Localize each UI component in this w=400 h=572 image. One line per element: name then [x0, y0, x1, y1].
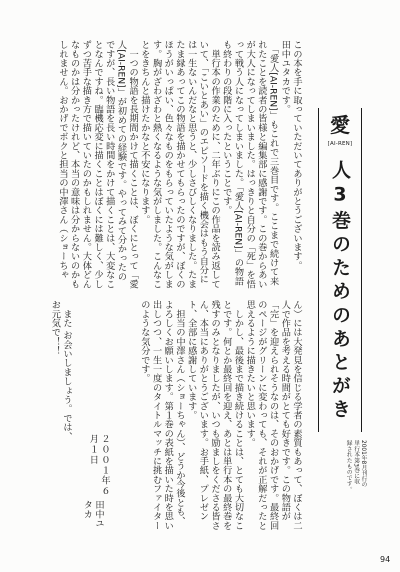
- signature-name: 田中ユタカ: [81, 499, 104, 528]
- afterword-paragraph: この本を手に取っていただいてありがとうございます。: [291, 40, 302, 270]
- page-number: 94: [380, 555, 391, 564]
- publication-note: [342, 440, 366, 508]
- afterword-lower-tier: [136, 300, 302, 532]
- afterword-paragraph: 田中ユタカです。: [279, 40, 291, 114]
- title-rest: 人3巻のためのあとがき: [329, 160, 351, 423]
- afterword-paragraph: しかし、最後まで描き続けることは、とても大切なことです。何とか最終回を迎え、あとは単行本の最終巻を残すのみとなりましたが、いつも励ましをくださる皆さん、本当にありがとうございます。お手紙、プレゼント、全部に感謝しています。: [185, 300, 244, 530]
- afterword-upper-tier: [54, 40, 302, 290]
- afterword-title-box: [318, 108, 362, 432]
- farewell-line: また お会いしましょう。では、お元気で！！: [49, 300, 72, 441]
- afterword-paragraph: 「愛人[AI-REN]」もこれで三巻目です。ここまで続けて来れたことを読者の皆様と編集部に感謝です。この巻からあいが大人になってしまいました。はっきりと自分の「死」を悟って戦う人になってしまいました。「愛人[AI-REN]」の物語も終わりの段階に入ったということです。: [220, 40, 279, 289]
- title-first-char: 愛: [330, 113, 350, 137]
- afterword-paragraph: 一つの物語を長期間かけて描くことは、ぼくにとって「愛人[AI-REN]」が初めての経験です。やってみて分かったのですが、長い物語を長い時間をかけて描くことは、大変なことなんですね。臨機応変に描くことはぼくには難しく、少しずつ苦手な描き方で描いていたのかもしれません。大体どんなものかは分かったけれど、本当の意味は分からないのかもしれません。おかげでボクと担当の中澤さん（ショーちゃ: [56, 40, 139, 289]
- note-line: 録されたものです。: [345, 440, 352, 493]
- note-line: 単行本第3巻に収: [352, 440, 359, 485]
- afterword-paragraph: ん）には大発見を信じる学者の素質もあって、ぼくは二人で作品を考える時間がとても好きです。この物語が「完」を迎えられそうなのは、そのおかげです。最終回のページがグリーンに変わっても、それが正解だったと思えるように描きたいと思います。: [244, 300, 302, 530]
- signature: [81, 434, 110, 532]
- signature-date: ２００１年６月１日: [87, 434, 110, 497]
- note-line: 2001年8月刊行の: [360, 440, 366, 488]
- afterword-paragraph: 単行本の作業のために、二年ぶりにこの作品を読み返していて、「こいとあい」のエピソードを描く機会はもう自分には一生ないんだなと思うと、少しさびしくなりました。たまたま縁あってこの物語を描かせてもらったのですが、ぼくのほうがいっぱい、色々なものをもらっていたような気がします。胸がざわざわと熱くなるような気がしました。こんなことをきちんと描けたかなと不安になります。: [138, 40, 221, 289]
- title-ruby-tag: [AI-REN]: [327, 141, 353, 147]
- afterword-paragraph: 担当の中澤さん（ショーちゃん）、どうか今後とも、よろしくお願いします。第１巻の表紙を描いた時を思い出しつつ、一生一度のタイトルマッチに挑むファイターのような気分です。: [138, 300, 185, 530]
